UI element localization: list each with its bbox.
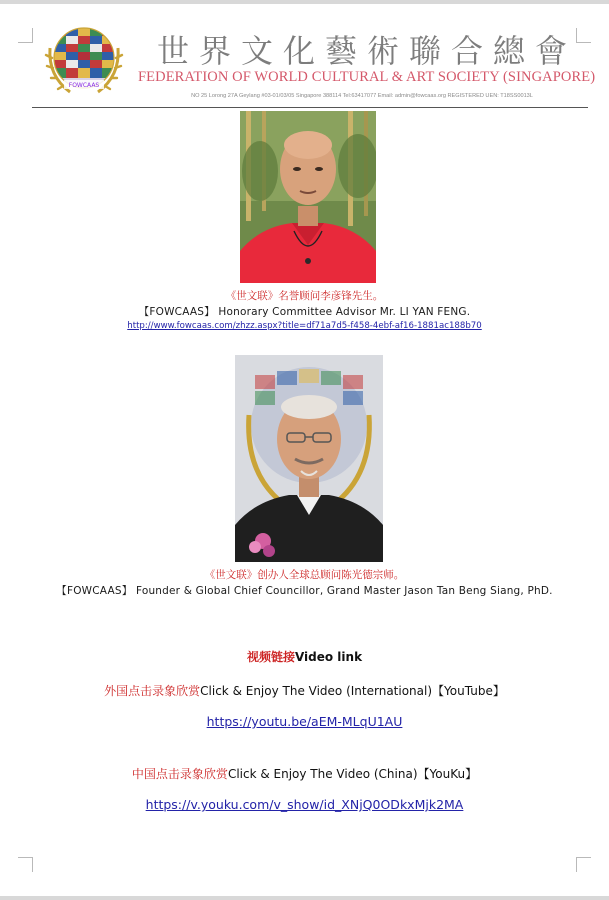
video-heading-en: Video link [294, 650, 363, 664]
caption-chinese-tan: 《世文联》创办人全球总顾问陈光德宗师。 [204, 569, 405, 581]
china-video-label-en: Click & Enjoy The Video (China)【YouKu】 [227, 767, 478, 781]
page-bottom-edge [0, 896, 609, 900]
logo-text: FOWCAAS [68, 82, 100, 89]
intl-video-label-cn: 外国点击录象欣赏 [104, 684, 201, 698]
youku-link[interactable]: https://v.youku.com/v_show/id_XNjQ0ODkxMjk2MA [145, 797, 464, 812]
china-video-label [0, 765, 609, 782]
crop-mark-bottom-right [576, 857, 591, 872]
org-chinese-title: 世界文化藝術聯合總會 [156, 32, 577, 70]
portrait-jason-tan-beng-siang [235, 355, 383, 562]
youtube-link-row [0, 714, 609, 729]
video-heading-cn: 视频链接 [246, 650, 295, 664]
fowcaas-logo-icon [36, 18, 132, 108]
intl-video-label [0, 682, 609, 699]
portrait-li-yan-feng [240, 111, 376, 283]
caption-chinese-li: 《世文联》名誉顾问李彦锋先生。 [225, 290, 384, 302]
header-divider [32, 107, 588, 108]
caption-english-li: 【FOWCAAS】 Honorary Committee Advisor Mr. LI YAN FENG. [138, 306, 471, 318]
youtube-link[interactable]: https://youtu.be/aEM-MLqU1AU [206, 714, 403, 729]
page-top-edge [0, 0, 609, 4]
intl-video-label-en: Click & Enjoy The Video (International)【YouTube】 [200, 684, 505, 698]
video-heading [0, 648, 609, 665]
crop-mark-bottom-left [18, 857, 33, 872]
letterhead [30, 16, 596, 108]
org-address-line: NO 25 Lorong 27A Geylang #03-01/03/05 Singapore 388114 Tel:63417077 Email: admin@fowcaas.org REGISTERED UEN: T18SS0013L [191, 93, 533, 99]
china-video-label-cn: 中国点击录象欣赏 [131, 767, 228, 781]
youku-link-row [0, 797, 609, 812]
org-english-title: FEDERATION OF WORLD CULTURAL & ART SOCIETY (SINGAPORE) [138, 69, 596, 85]
caption-english-tan: 【FOWCAAS】 Founder & Global Chief Councillor, Grand Master Jason Tan Beng Siang, PhD. [56, 585, 553, 597]
profile-link-li[interactable]: http://www.fowcaas.com/zhzz.aspx?title=df71a7d5-f458-4ebf-af16-1881ac188b70 [127, 321, 482, 331]
